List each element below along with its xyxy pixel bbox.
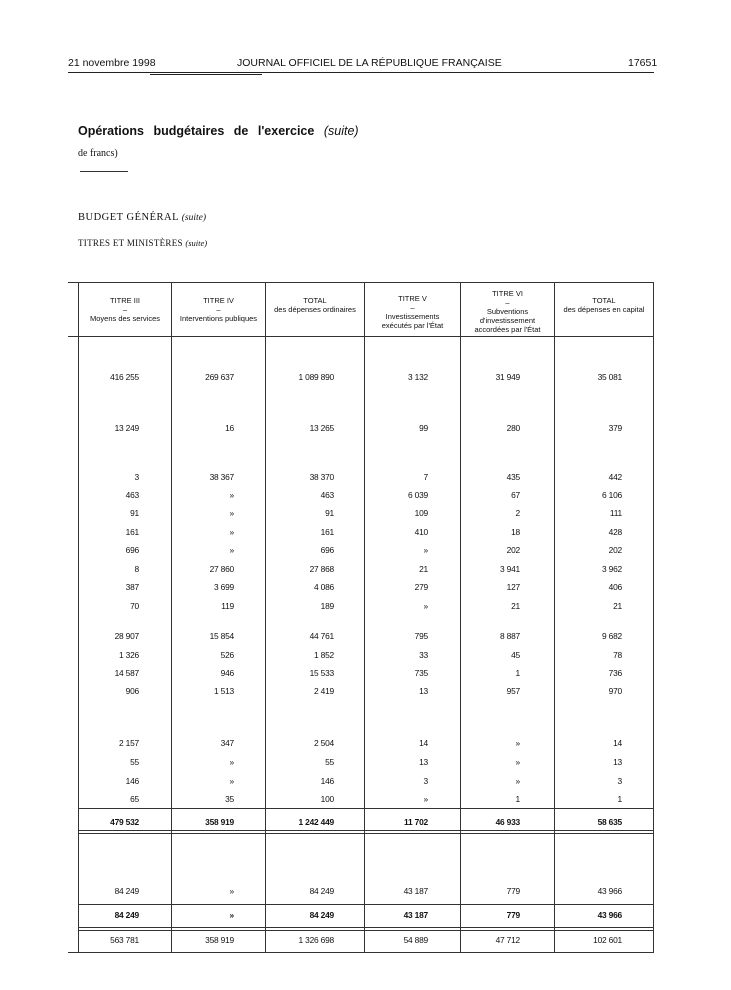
budget-heading-label: BUDGET GÉNÉRAL: [78, 212, 179, 223]
table-cell: 15 533: [309, 668, 334, 678]
table-cell: 35: [225, 794, 234, 804]
table-cell: 21: [511, 601, 520, 611]
table-cell: »: [229, 886, 234, 896]
table-cell: 696: [125, 545, 139, 555]
column-header-total-capital: [555, 296, 653, 314]
table-row: [0, 650, 731, 662]
column-header-line: TITRE V: [398, 294, 427, 303]
table-cell: 2 157: [119, 738, 139, 748]
table-cell: 358 919: [205, 935, 234, 945]
table-cell: 46 933: [495, 817, 520, 827]
titres-heading: [78, 238, 207, 248]
table-cell: 428: [608, 527, 622, 537]
table-cell: 347: [220, 738, 234, 748]
table-cell: 946: [220, 668, 234, 678]
column-header-line: d'investissement: [479, 316, 536, 325]
table-cell: 161: [125, 527, 139, 537]
table-row: [0, 372, 731, 384]
table-row: [0, 490, 731, 502]
column-header-line: TOTAL: [303, 296, 327, 305]
table-row: [0, 738, 731, 750]
table-cell: 479 532: [110, 817, 139, 827]
table-cell: 9 682: [602, 631, 622, 641]
table-cell: 78: [613, 650, 622, 660]
table-row: [0, 686, 731, 698]
table-cell: 13: [613, 757, 622, 767]
table-cell: 65: [130, 794, 139, 804]
table-cell: 189: [320, 601, 334, 611]
table-cell: 563 781: [110, 935, 139, 945]
column-header-line: –: [410, 303, 415, 312]
table-cell: 70: [130, 601, 139, 611]
table-cell: »: [423, 545, 428, 555]
table-row-grand-total: [0, 935, 731, 947]
table-cell: 84 249: [114, 886, 139, 896]
page-title: [78, 124, 359, 138]
table-cell: »: [515, 757, 520, 767]
titres-heading-label: TITRES ET MINISTÈRES: [78, 238, 183, 248]
table-row: [0, 757, 731, 769]
table-cell: 67: [511, 490, 520, 500]
table-cell: 91: [325, 508, 334, 518]
table-cell: 43 966: [597, 910, 622, 920]
table-cell: 84 249: [309, 910, 334, 920]
table-row-subtotal: [0, 910, 731, 922]
table-row-total: [0, 817, 731, 829]
column-header-titre-vi: [461, 289, 554, 334]
table-cell: 280: [506, 423, 520, 433]
table-row: [0, 508, 731, 520]
table-cell: 14: [613, 738, 622, 748]
table-cell: 779: [506, 886, 520, 896]
column-header-line: TITRE III: [110, 296, 140, 305]
table-cell: 146: [320, 776, 334, 786]
table-cell: 3: [134, 472, 139, 482]
table-cell: 44 761: [309, 631, 334, 641]
table-cell: »: [229, 490, 234, 500]
table-cell: 54 889: [403, 935, 428, 945]
table-cell: 2 419: [314, 686, 334, 696]
header-journal-title: JOURNAL OFFICIEL DE LA RÉPUBLIQUE FRANÇAISE: [237, 57, 502, 69]
table-cell: »: [229, 776, 234, 786]
table-cell: 3 132: [408, 372, 428, 382]
column-header-line: –: [216, 305, 221, 314]
table-cell: 127: [506, 582, 520, 592]
column-header-line: exécutés par l'État: [381, 321, 444, 330]
table-cell: 3: [617, 776, 622, 786]
table-total-rule-bottom: [78, 830, 654, 831]
titres-heading-suffix: (suite): [185, 238, 208, 248]
header-rule: [68, 72, 654, 73]
table-cell: 84 249: [309, 886, 334, 896]
column-header-line: –: [505, 298, 510, 307]
column-header-line: Subventions: [486, 307, 529, 316]
table-cell: 463: [320, 490, 334, 500]
column-header-titre-iii: [79, 296, 171, 323]
table-cell: 779: [506, 910, 520, 920]
header-page-number: 17651: [628, 57, 658, 69]
table-cell: 736: [608, 668, 622, 678]
table-cell: 463: [125, 490, 139, 500]
table-cell: 33: [419, 650, 428, 660]
table-cell: 111: [609, 508, 622, 518]
table-cell: 21: [419, 564, 428, 574]
table-cell: 442: [608, 472, 622, 482]
column-header-line: TOTAL: [592, 296, 616, 305]
table-cell: 202: [506, 545, 520, 555]
table-cell: 7: [423, 472, 428, 482]
table-cell: 1: [515, 794, 520, 804]
table-cell: 43 187: [403, 886, 428, 896]
column-header-total-ordinaires: [266, 296, 364, 314]
table-cell: 957: [506, 686, 520, 696]
table-cell: 2 504: [314, 738, 334, 748]
table-cell: 970: [608, 686, 622, 696]
table-cell: 6 106: [602, 490, 622, 500]
table-cell: 100: [320, 794, 334, 804]
table-total-rule-double: [78, 833, 654, 834]
table-cell: »: [229, 508, 234, 518]
table-cell: 15 854: [209, 631, 234, 641]
column-header-line: des dépenses en capital: [563, 305, 645, 314]
table-cell: 4 086: [314, 582, 334, 592]
table-cell: 28 907: [114, 631, 139, 641]
column-header-titre-iv: [172, 296, 265, 323]
table-cell: 58 635: [597, 817, 622, 827]
table-cell: 416 255: [110, 372, 139, 382]
table-row: [0, 582, 731, 594]
table-cell: 8 887: [500, 631, 520, 641]
table-cell: 526: [220, 650, 234, 660]
page-title-main: Opérations budgétaires de l'exercice: [78, 124, 315, 138]
table-cell: 1 326 698: [298, 935, 334, 945]
table-cell: 1 089 890: [298, 372, 334, 382]
table-row: [0, 545, 731, 557]
table-cell: 3 941: [500, 564, 520, 574]
table-cell: 1 326: [119, 650, 139, 660]
column-header-line: accordées par l'État: [474, 325, 541, 334]
table-cell: 38 367: [209, 472, 234, 482]
table-cell: 109: [414, 508, 428, 518]
table-row: [0, 631, 731, 643]
table-header-rule: [68, 336, 654, 337]
table-cell: 3: [423, 776, 428, 786]
short-divider: [80, 171, 128, 172]
table-cell: 27 860: [209, 564, 234, 574]
table-cell: 1 852: [314, 650, 334, 660]
table-cell: »: [515, 738, 520, 748]
table-row: [0, 601, 731, 613]
table-cell: 13: [419, 686, 428, 696]
table-row: [0, 886, 731, 898]
budget-heading-suffix: (suite): [181, 213, 207, 223]
table-cell: 43 966: [597, 886, 622, 896]
table-cell: 21: [613, 601, 622, 611]
table-cell: »: [229, 545, 234, 555]
table-cell: 38 370: [309, 472, 334, 482]
table-cell: 18: [511, 527, 520, 537]
table-cell: 696: [320, 545, 334, 555]
table-cell: 906: [125, 686, 139, 696]
table-subtotal-rule-bottom: [78, 927, 654, 928]
table-cell: 410: [414, 527, 428, 537]
table-cell: 14 587: [114, 668, 139, 678]
table-row: [0, 776, 731, 788]
budget-heading: [78, 212, 206, 223]
table-cell: »: [229, 527, 234, 537]
table-cell: 45: [511, 650, 520, 660]
table-cell: 43 187: [403, 910, 428, 920]
table-cell: 202: [608, 545, 622, 555]
column-header-line: –: [122, 305, 128, 314]
table-cell: 1: [515, 668, 520, 678]
table-cell: 379: [608, 423, 622, 433]
table-cell: 31 949: [495, 372, 520, 382]
column-header-line: Interventions publiques: [179, 314, 258, 323]
table-cell: »: [515, 776, 520, 786]
table-cell: »: [229, 757, 234, 767]
table-cell: 3 699: [214, 582, 234, 592]
table-total-rule-top: [78, 808, 654, 809]
table-cell: 102 601: [593, 935, 622, 945]
table-cell: 146: [125, 776, 139, 786]
table-cell: 27 868: [309, 564, 334, 574]
table-cell: 13: [419, 757, 428, 767]
table-top-rule: [68, 282, 654, 283]
table-cell: 1 513: [214, 686, 234, 696]
table-row: [0, 668, 731, 680]
table-subtotal-rule-double: [78, 930, 654, 931]
table-cell: »: [423, 601, 428, 611]
column-header-line: TITRE IV: [203, 296, 234, 305]
table-row: [0, 564, 731, 576]
table-bottom-rule: [68, 952, 654, 953]
table-cell: 55: [130, 757, 139, 767]
table-cell: 1: [617, 794, 622, 804]
table-cell: 8: [134, 564, 139, 574]
unit-label: de francs): [78, 148, 118, 159]
table-cell: »: [229, 910, 234, 920]
table-cell: 91: [130, 508, 139, 518]
table-cell: 13 265: [309, 423, 334, 433]
column-header-line: TITRE VI: [492, 289, 523, 298]
table-row: [0, 472, 731, 484]
table-cell: 6 039: [408, 490, 428, 500]
table-subtotal-rule-top: [78, 904, 654, 905]
table-cell: 13 249: [114, 423, 139, 433]
table-cell: 795: [414, 631, 428, 641]
header-date: 21 novembre 1998: [68, 57, 156, 69]
table-cell: 84 249: [114, 910, 139, 920]
table-cell: 406: [608, 582, 622, 592]
column-header-line: Investissements: [385, 312, 440, 321]
page-title-suffix: (suite): [323, 124, 359, 138]
column-header-titre-v: [365, 294, 460, 330]
table-cell: 16: [225, 423, 234, 433]
table-cell: 161: [320, 527, 334, 537]
table-row: [0, 527, 731, 539]
table-cell: 279: [414, 582, 428, 592]
table-cell: »: [423, 794, 428, 804]
table-cell: 2: [515, 508, 520, 518]
table-cell: 358 919: [205, 817, 234, 827]
table-cell: 99: [419, 423, 428, 433]
table-cell: 55: [325, 757, 334, 767]
table-row: [0, 423, 731, 435]
table-cell: 47 712: [495, 935, 520, 945]
table-cell: 119: [221, 601, 234, 611]
table-row: [0, 794, 731, 806]
column-header-line: des dépenses ordinaires: [274, 305, 356, 314]
table-cell: 269 637: [205, 372, 234, 382]
table-cell: 35 081: [597, 372, 622, 382]
header-rule-secondary: [150, 74, 262, 75]
table-cell: 14: [419, 738, 428, 748]
table-cell: 1 242 449: [298, 817, 334, 827]
table-cell: 11 702: [404, 817, 428, 827]
table-cell: 735: [414, 668, 428, 678]
table-cell: 3 962: [602, 564, 622, 574]
column-header-line: Moyens des services: [89, 314, 161, 323]
table-cell: 387: [125, 582, 139, 592]
table-cell: 435: [506, 472, 520, 482]
